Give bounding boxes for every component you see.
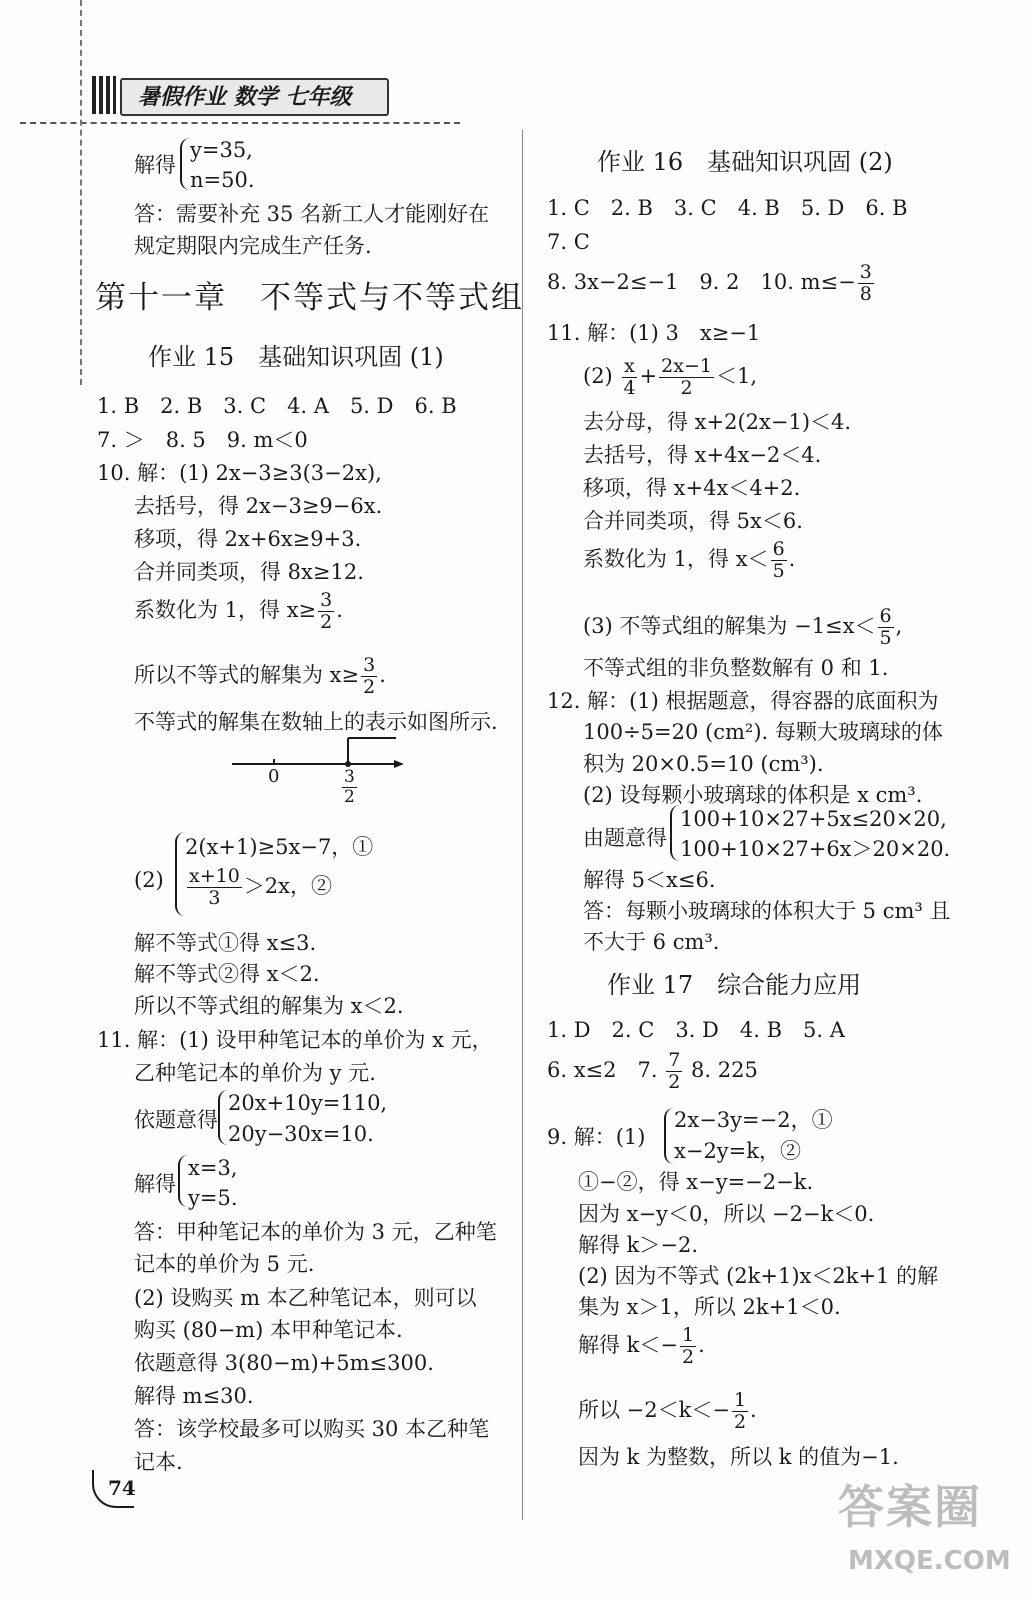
hw15-title: 作业 15 基础知识巩固 (1) (148, 343, 444, 371)
q9-line: (2) 因为不等式 (2k+1)x＜2k+1 的解 (578, 1264, 939, 1288)
fraction-den: 2 (680, 376, 693, 399)
hw16-title: 作业 16 基础知识巩固 (2) (597, 148, 893, 176)
q11-text: ＜1, (715, 363, 757, 388)
q11-line: 11. 解：(1) 3 x≥−1 (547, 321, 761, 345)
system-line: 100+10×27+6x＞20×20. (680, 837, 951, 861)
system-line: 100+10×27+5x≤20×20, (680, 807, 947, 831)
q12-line: (2) 设每颗小玻璃球的体积是 x cm³. (583, 783, 923, 807)
fraction-num: x (624, 355, 635, 377)
q11-line: (3) 不等式组的解集为 −1≤x＜ $\frac{6}{5}$ , (583, 605, 903, 649)
q9-text: 所以 −2＜k＜− (578, 1397, 730, 1422)
q10-line: 所以不等式的解集为 x≥ $\frac{3}{2}$ . (134, 654, 386, 698)
q12-line: 100÷5=20 (cm²). 每颗大玻璃球的体 (583, 720, 943, 744)
q12-line: 解得 5＜x≤6. (583, 868, 716, 892)
q9-line: 解得 k＜− $\frac{1}{2}$ . (578, 1324, 705, 1368)
system-line: 2(x+1)≥5x−7，① (185, 835, 374, 859)
q9-line: 因为 k 为整数，所以 k 的值为−1. (578, 1445, 899, 1469)
q11-line: (2) $\frac{x}{4}$ + $\frac{2x-1}{2}$ ＜1, (583, 355, 757, 399)
fraction-num: 3 (344, 767, 355, 787)
system-brace (218, 1090, 228, 1145)
q12-line: 不大于 6 cm³. (583, 930, 720, 954)
fraction-num: 1 (682, 1324, 695, 1346)
system-line: n=50. (190, 168, 255, 192)
q10-line: 10. 解：(1) 2x−3≥3(3−2x), (97, 461, 382, 485)
q10-line: 解不等式①得 x≤3. (134, 931, 317, 955)
fraction-den: 2 (363, 675, 376, 698)
fraction (187, 866, 242, 909)
q9-text: 解得 k＜− (578, 1332, 678, 1357)
fraction-num: 2x−1 (661, 355, 712, 377)
q11-label: (2) (583, 363, 613, 388)
fraction-num: 6 (772, 538, 785, 560)
fraction-den: 2 (733, 1410, 747, 1433)
q12-line: 积为 20×0.5=10 (cm³). (583, 752, 824, 776)
fraction-den: 8 (859, 282, 872, 305)
answers-line: 1. D 2. C 3. D 4. B 5. A (547, 1018, 845, 1042)
fraction-num: 3 (859, 261, 872, 283)
q11-line: 解得 m≤30. (134, 1384, 254, 1408)
answers-line: 7. C (547, 230, 590, 254)
q12-line: 12. 解：(1) 根据题意，得容器的底面积为 (547, 689, 939, 713)
q11-line: 购买 (80−m) 本甲种笔记本. (134, 1318, 403, 1342)
system-brace (175, 832, 185, 916)
fraction (680, 1325, 696, 1368)
column-divider (522, 130, 523, 1520)
q11-line: (2) 设购买 m 本乙种笔记本，则可以 (134, 1286, 477, 1310)
fraction-num: 3 (363, 654, 376, 676)
system-line: x−2y=k，② (674, 1139, 801, 1163)
fraction (361, 655, 377, 698)
q11-text: 系数化为 1，得 x＜ (583, 546, 769, 571)
q12-label: 由题意得 (583, 826, 667, 850)
fraction-num: 3 (320, 589, 333, 611)
system-brace (664, 1108, 674, 1164)
answers-line: 1. B 2. B 3. C 4. A 5. D 6. B (97, 394, 457, 418)
watermark-url: MXQE.COM (848, 1546, 1011, 1576)
q10-line: 解不等式②得 x＜2. (134, 962, 320, 986)
fraction (659, 356, 714, 399)
q10-line: 去括号，得 2x−3≥9−6x. (134, 494, 383, 518)
fraction (771, 539, 787, 582)
q11-line: 去括号，得 x+4x−2＜4. (583, 443, 822, 467)
answers-text: 8. 3x−2≤−1 9. 2 10. m≤− (547, 269, 856, 294)
q9-line: 集为 x＞1，所以 2k+1＜0. (578, 1295, 841, 1319)
answers-line: 1. C 2. B 3. C 4. B 5. D 6. B (547, 196, 908, 220)
q11-line: 答：甲种笔记本的单价为 3 元，乙种笔 (134, 1220, 497, 1244)
answer-line: 规定期限内完成生产任务. (134, 234, 372, 258)
answers-line (547, 262, 876, 305)
system-line (185, 866, 332, 909)
part2-label: (2) (134, 868, 164, 892)
system-brace (178, 1155, 188, 1207)
q11-line: 乙种笔记本的单价为 y 元. (134, 1061, 376, 1085)
answers-text: 6. x≤2 7. (547, 1057, 658, 1082)
q10-line: 系数化为 1，得 x≥ $\frac{3}{2}$ . (134, 589, 343, 633)
fraction-den: 2 (320, 610, 333, 633)
q10-text: 所以不等式的解集为 x≥ (134, 662, 360, 687)
q9-line: 因为 x−y＜0，所以 −2−k＜0. (578, 1202, 875, 1226)
fraction-num: 1 (733, 1389, 747, 1411)
fraction-den: 2 (344, 786, 355, 807)
q11-line: 系数化为 1，得 x＜ $\frac{6}{5}$ . (583, 538, 796, 582)
q10-line: 所以不等式组的解集为 x＜2. (134, 994, 404, 1018)
system-line: 20y−30x=10. (228, 1122, 374, 1146)
watermark-logo: 答案圈 (838, 1480, 982, 1534)
system-line: y=5. (188, 1186, 238, 1210)
fraction-num: 6 (879, 605, 892, 627)
system-line: y=35, (190, 138, 253, 162)
q11-line: 移项，得 x+4x＜4+2. (583, 476, 801, 500)
fraction-den: 2 (668, 1070, 681, 1093)
q11-text: (3) 不等式组的解集为 −1≤x＜ (583, 613, 876, 638)
q11-line: 记本的单价为 5 元. (134, 1252, 315, 1276)
chapter-title: 第十一章 不等式与不等式组 (95, 280, 524, 316)
q12-line: 答：每颗小玻璃球的体积大于 5 cm³ 且 (583, 899, 951, 923)
answers-text: 8. 225 (691, 1057, 758, 1082)
fraction (666, 1050, 682, 1093)
system-line: 2x−3y=−2，① (674, 1108, 833, 1132)
q11-line: 去分母，得 x+2(2x−1)＜4. (583, 410, 852, 434)
q10-text: 系数化为 1，得 x≥ (134, 597, 317, 622)
fraction-den: 3 (208, 886, 221, 909)
fraction (732, 1390, 748, 1433)
fraction-den: 4 (623, 376, 636, 399)
q11-line: 不等式组的非负整数解有 0 和 1. (583, 656, 889, 680)
q10-line: 合并同类项，得 8x≥12. (134, 560, 364, 584)
q9-label: 9. 解：(1) (547, 1125, 646, 1149)
q9-line: ①−②，得 x−y=−2−k. (578, 1170, 814, 1194)
fraction (318, 590, 334, 633)
q9-line: 解得 k＞−2. (578, 1233, 699, 1257)
fraction-den: 5 (772, 559, 785, 582)
header-divider (20, 122, 460, 124)
answers-line: 7. ＞ 8. 5 9. m＜0 (97, 428, 308, 452)
numline-zero: 0 (268, 766, 280, 787)
book-title: 暑假作业 数学 七年级 (138, 84, 352, 110)
system-line: 20x+10y=110, (228, 1091, 388, 1115)
fraction-den: 5 (879, 626, 892, 649)
number-line (228, 736, 408, 796)
page-number: 74 (108, 1476, 136, 1500)
header-bars (92, 76, 116, 114)
fraction-num: x+10 (189, 865, 240, 887)
q11-label: 解得 (134, 1172, 176, 1196)
q10-line: 不等式的解集在数轴上的表示如图所示. (134, 710, 498, 734)
answers-line (547, 1050, 758, 1093)
q9-line: 所以 −2＜k＜− $\frac{1}{2}$ . (578, 1389, 757, 1433)
q11-line: 记本. (134, 1450, 183, 1474)
system-line: x=3, (188, 1156, 238, 1180)
fraction (858, 262, 874, 305)
system-brace (180, 138, 190, 190)
solve-label: 解得 (134, 153, 176, 177)
fraction-den: 2 (682, 1345, 695, 1368)
q11-line: 依题意得 3(80−m)+5m≤300. (134, 1351, 434, 1375)
q11-line: 答：该学校最多可以购买 30 本乙种笔 (134, 1417, 490, 1441)
q10-line: 移项，得 2x+6x≥9+3. (134, 527, 362, 551)
system-text: ＞2x，② (243, 873, 333, 898)
q11-label: 依题意得 (134, 1108, 218, 1132)
answer-line: 答：需要补充 35 名新工人才能刚好在 (134, 202, 490, 226)
system-brace (670, 805, 680, 861)
q11-line: 合并同类项，得 5x＜6. (583, 509, 803, 533)
fraction-num: 7 (668, 1049, 681, 1071)
q11-line: 11. 解：(1) 设甲种笔记本的单价为 x 元， (97, 1028, 493, 1052)
fraction (621, 356, 637, 399)
fraction (878, 606, 894, 649)
numline-frac (340, 768, 359, 806)
binding-line-left (80, 0, 82, 385)
hw17-title: 作业 17 综合能力应用 (607, 971, 862, 999)
